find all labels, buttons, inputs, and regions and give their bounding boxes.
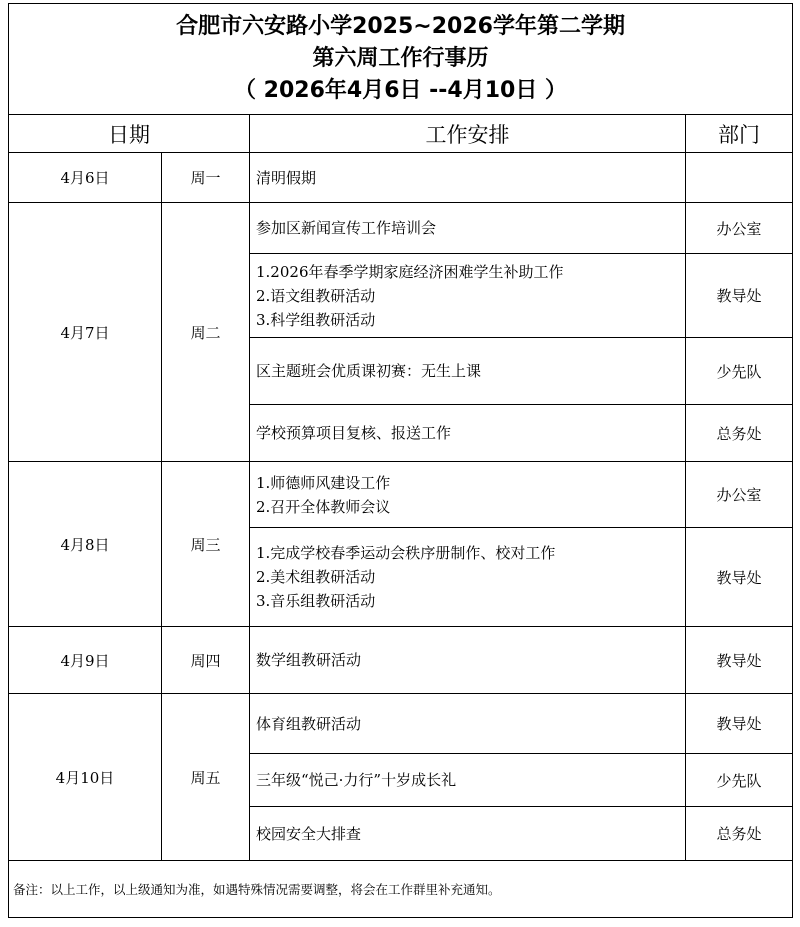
title-row	[9, 4, 793, 115]
task-line: 体育组教研活动	[256, 714, 362, 733]
note-row	[9, 861, 793, 918]
task-line: 区主题班会优质课初赛：无生上课	[256, 362, 482, 380]
dept-cell: 总务处	[686, 807, 793, 861]
task-cell	[250, 405, 686, 462]
dept-cell: 少先队	[686, 754, 793, 807]
date-cell: 4月10日	[9, 694, 162, 861]
calendar-table	[8, 3, 793, 918]
header-work: 工作安排	[250, 115, 686, 153]
task-line: 3.音乐组教研活动	[256, 592, 376, 610]
header-date: 日期	[9, 115, 250, 153]
task-line: 清明假期	[256, 168, 317, 187]
task-cell	[250, 754, 686, 807]
dept-cell: 教导处	[686, 528, 793, 627]
dept-cell: 教导处	[686, 694, 793, 754]
task-cell	[250, 203, 686, 254]
task-cell	[250, 153, 686, 203]
task-line: 2.美术组教研活动	[256, 568, 376, 586]
footnote: 备注：以上工作，以上级通知为准，如遇特殊情况需要调整，将会在工作群里补充通知。	[9, 861, 793, 918]
date-range: （ 2026年4月6日 --4月10日 ）	[234, 78, 568, 103]
date-cell: 4月9日	[9, 627, 162, 694]
task-line: 2.语文组教研活动	[256, 286, 376, 305]
task-line: 数学组教研活动	[256, 651, 362, 669]
task-line: 3.科学组教研活动	[256, 310, 376, 329]
dept-cell: 教导处	[686, 254, 793, 338]
task-line: 校园安全大排查	[256, 824, 362, 843]
task-cell	[250, 694, 686, 754]
task-cell	[250, 338, 686, 405]
date-cell: 4月8日	[9, 462, 162, 627]
dept-cell: 办公室	[686, 203, 793, 254]
header-row	[9, 115, 793, 153]
dept-cell	[686, 153, 793, 203]
dept-cell: 少先队	[686, 338, 793, 405]
school-title: 合肥市六安路小学2025~2026学年第二学期	[176, 14, 625, 39]
task-line: 1.完成学校春季运动会秩序册制作、校对工作	[256, 544, 556, 562]
date-cell: 4月7日	[9, 203, 162, 462]
task-line: 1.师德师风建设工作	[256, 473, 391, 492]
schedule-row	[9, 694, 793, 754]
task-cell	[250, 627, 686, 694]
schedule-row	[9, 462, 793, 528]
task-line: 1.2026年春季学期家庭经济困难学生补助工作	[256, 262, 564, 281]
dept-cell: 教导处	[686, 627, 793, 694]
schedule-row	[9, 627, 793, 694]
task-line: 学校预算项目复核、报送工作	[256, 424, 452, 442]
title-block	[9, 4, 793, 115]
task-line: 参加区新闻宣传工作培训会	[256, 219, 437, 237]
task-cell	[250, 807, 686, 861]
weekday-cell: 周四	[162, 627, 250, 694]
weekday-cell: 周一	[162, 153, 250, 203]
calendar-title: 第六周工作行事历	[312, 46, 489, 71]
schedule-row	[9, 203, 793, 254]
task-cell	[250, 254, 686, 338]
weekday-cell: 周五	[162, 694, 250, 861]
dept-cell: 总务处	[686, 405, 793, 462]
header-dept: 部门	[686, 115, 793, 153]
dept-cell: 办公室	[686, 462, 793, 528]
schedule-row	[9, 153, 793, 203]
task-line: 2.召开全体教师会议	[256, 497, 391, 516]
date-cell: 4月6日	[9, 153, 162, 203]
task-line: 三年级“悦己·力行”十岁成长礼	[256, 771, 457, 789]
task-cell	[250, 462, 686, 528]
weekday-cell: 周三	[162, 462, 250, 627]
task-cell	[250, 528, 686, 627]
weekday-cell: 周二	[162, 203, 250, 462]
